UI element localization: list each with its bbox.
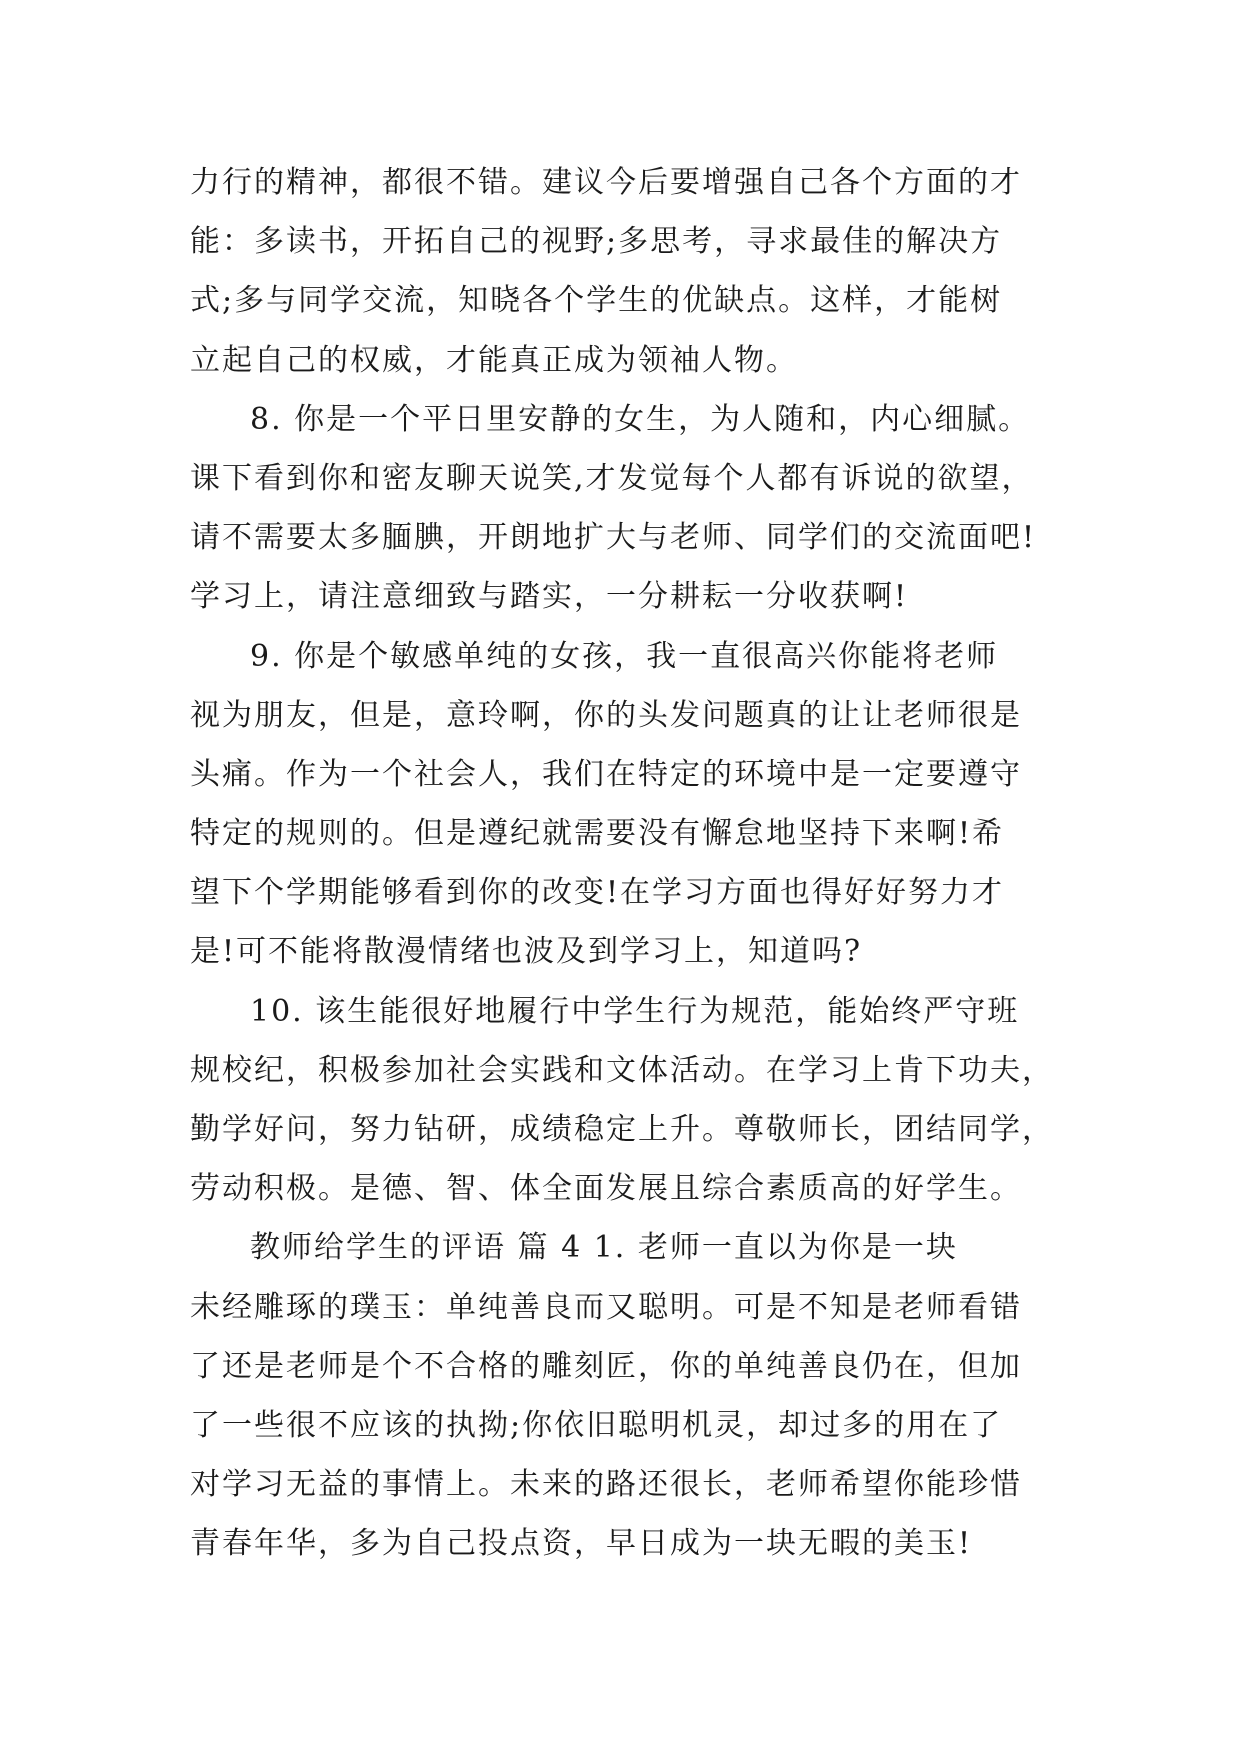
text-line: 望下个学期能够看到你的改变!在学习方面也得好好努力才 [190, 875, 1005, 911]
text-line: 式;多与同学交流，知晓各个学生的优缺点。这样，才能树 [190, 283, 1003, 319]
text-line: 了还是老师是个不合格的雕刻匠，你的单纯善良仍在，但加 [190, 1348, 1022, 1384]
text-line: 学习上，请注意细致与踏实，一分耕耘一分收获啊! [190, 579, 909, 615]
text-line: 特定的规则的。但是遵纪就需要没有懈怠地坚持下来啊!希 [190, 816, 1005, 852]
text-line: 课下看到你和密友聊天说笑,才发觉每个人都有诉说的欲望， [190, 460, 1034, 496]
text-line: 勤学好问，努力钻研，成绩稳定上升。尊敬师长，团结同学， [190, 1112, 1054, 1147]
text-line: 8. 你是一个平日里安静的女生，为人随和，内心细腻。 [250, 401, 1031, 437]
text-line: 视为朋友，但是，意玲啊，你的头发问题真的让让老师很是 [190, 697, 1022, 733]
text-line: 力行的精神，都很不错。建议今后要增强自己各个方面的才 [190, 165, 1022, 200]
text-line: 劳动积极。是德、智、体全面发展且综合素质高的好学生。 [190, 1171, 1022, 1207]
text-line: 青春年华，多为自己投点资，早日成为一块无暇的美玉! [190, 1526, 973, 1562]
text-line: 头痛。作为一个社会人，我们在特定的环境中是一定要遵守 [190, 756, 1022, 792]
text-line: 立起自己的权威，才能真正成为领袖人物。 [190, 342, 798, 378]
text-line: 请不需要太多腼腆，开朗地扩大与老师、同学们的交流面吧! [190, 520, 1037, 556]
text-line: 教师给学生的评语 篇 4 1. 老师一直以为你是一块 [250, 1230, 958, 1266]
text-line: 10. 该生能很好地履行中学生行为规范，能始终严守班 [250, 993, 1020, 1029]
text-line: 了一些很不应该的执拗;你依旧聪明机灵，却过多的用在了 [190, 1407, 1003, 1443]
text-line: 是!可不能将散漫情绪也波及到学习上，知道吗? [190, 934, 863, 970]
text-line: 9. 你是个敏感单纯的女孩，我一直很高兴你能将老师 [250, 638, 999, 674]
text-line: 未经雕琢的璞玉：单纯善良而又聪明。可是不知是老师看错 [190, 1289, 1022, 1325]
text-line: 规校纪，积极参加社会实践和文体活动。在学习上肯下功夫， [190, 1052, 1054, 1088]
text-line: 能：多读书，开拓自己的视野;多思考，寻求最佳的解决方 [190, 224, 1003, 260]
text-line: 对学习无益的事情上。未来的路还很长，老师希望你能珍惜 [190, 1467, 1022, 1503]
body-text [190, 153, 1090, 1574]
